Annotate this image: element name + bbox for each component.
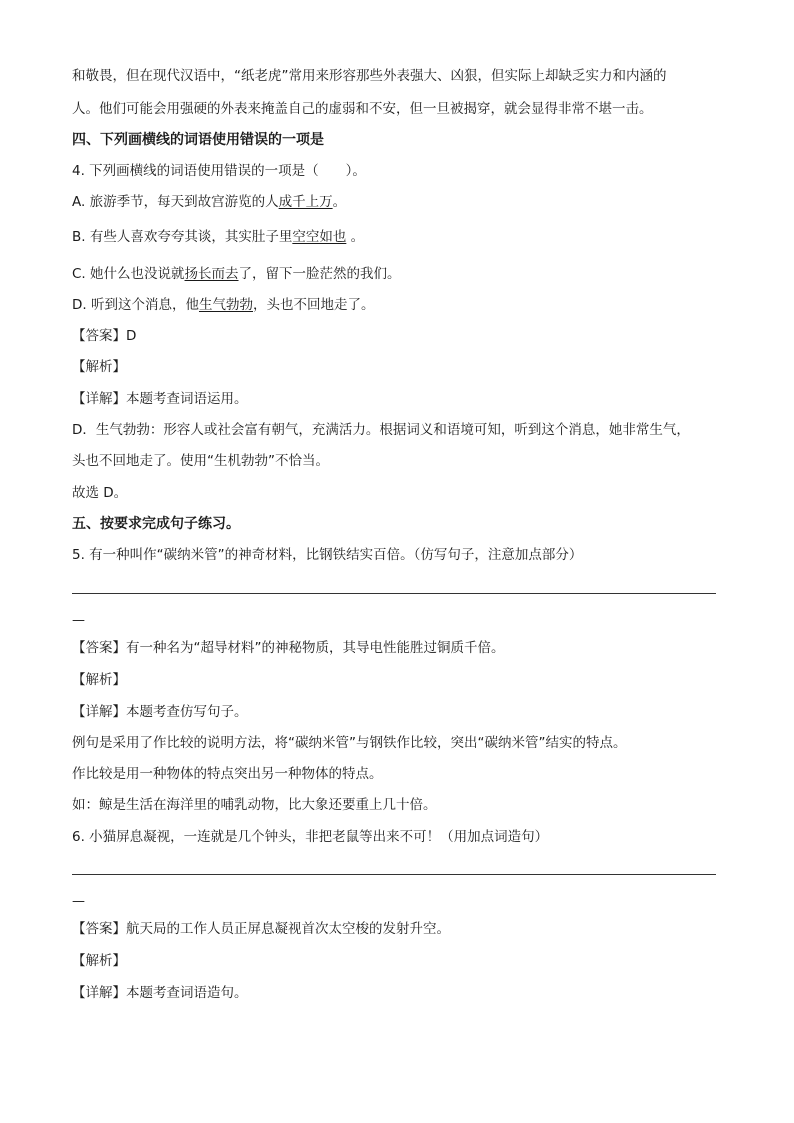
detail-line [72, 703, 248, 721]
option-text: ，头也不回地走了。 [252, 297, 375, 313]
explanation-line: 例句是采用了作比较的说明方法，将“碳纳米管”与钢铁作比较，突出“碳纳米管”结实的特点。 [72, 735, 627, 751]
option-text: D. 听到这个消息，他 [72, 297, 199, 313]
explanation-line: 如：鲸是生活在海洋里的哺乳动物，比大象还要重上几十倍。 [72, 797, 437, 813]
answer-text: D [126, 328, 137, 344]
analysis-tag: 【解析】 [72, 359, 126, 375]
option-b [72, 228, 364, 246]
detail-tag: 【详解】 [72, 985, 126, 1001]
detail-tag: 【详解】 [72, 704, 126, 720]
option-text: 。 [346, 229, 365, 245]
answer-tag: 【答案】 [72, 921, 126, 937]
answer-blank-line [72, 593, 716, 594]
detail-line [72, 984, 248, 1002]
option-d [72, 296, 374, 314]
answer-tag: 【答案】 [72, 640, 126, 656]
explanation-line: 头也不回地走了。使用“生机勃勃”不恰当。 [72, 453, 329, 469]
section-heading: 四、下列画横线的词语使用错误的一项是 [72, 132, 324, 148]
analysis-tag: 【解析】 [72, 953, 126, 969]
paragraph-line: 和敬畏，但在现代汉语中，“纸老虎”常用来形容那些外表强大、凶狠，但实际上却缺乏实力和内涵的 [72, 68, 667, 84]
option-text: A. 旅游季节，每天到故宫游览的人 [72, 194, 279, 210]
answer-line [72, 327, 136, 345]
option-text: C. 她什么也没说就 [72, 266, 185, 282]
answer-text: 航天局的工作人员正屏息凝视首次太空梭的发射升空。 [126, 921, 450, 937]
detail-text: 本题考查词语运用。 [126, 391, 248, 407]
option-text: 了，留下一脸茫然的我们。 [238, 266, 401, 282]
dash-mark: — [72, 613, 85, 628]
choice-line: 故选 D。 [72, 485, 128, 501]
underlined-word: 扬长而去 [184, 266, 239, 282]
answer-tag: 【答案】 [72, 328, 126, 344]
dash-mark: — [72, 894, 85, 909]
analysis-tag: 【解析】 [72, 672, 126, 688]
underlined-word: 空空如也 [292, 229, 347, 245]
detail-text: 本题考查词语造句。 [126, 985, 248, 1001]
answer-line [72, 920, 450, 938]
option-c [72, 265, 401, 283]
detail-tag: 【详解】 [72, 391, 126, 407]
option-text: B. 有些人喜欢夸夸其谈，其实肚子里 [72, 229, 293, 245]
detail-text: 本题考查仿写句子。 [126, 704, 248, 720]
option-text: 。 [332, 194, 347, 210]
underlined-word: 生气勃勃 [198, 297, 253, 313]
question-4: 4. 下列画横线的词语使用错误的一项是（ ）。 [72, 163, 366, 179]
answer-line [72, 639, 505, 657]
answer-text: 有一种名为“超导材料”的神秘物质，其导电性能胜过铜质千倍。 [126, 640, 505, 656]
option-a [72, 193, 346, 211]
question-6: 6. 小猫屏息凝视，一连就是几个钟头，非把老鼠等出来不可！（用加点词造句） [72, 829, 549, 845]
paragraph-line: 人。他们可能会用强硬的外表来掩盖自己的虚弱和不安，但一旦被揭穿，就会显得非常不堪一击。 [72, 101, 653, 117]
question-5: 5. 有一种叫作“碳纳米管”的神奇材料，比钢铁结实百倍。（仿写句子，注意加点部分） [72, 547, 583, 563]
underlined-word: 成千上万 [278, 194, 333, 210]
explanation-line: 作比较是用一种物体的特点突出另一种物体的特点。 [72, 766, 383, 782]
detail-line [72, 390, 248, 408]
section-heading: 五、按要求完成句子练习。 [72, 516, 240, 532]
answer-blank-line [72, 874, 716, 875]
explanation-line: D．生气勃勃：形容人或社会富有朝气，充满活力。根据词义和语境可知，听到这个消息，她非常生气， [72, 422, 690, 438]
